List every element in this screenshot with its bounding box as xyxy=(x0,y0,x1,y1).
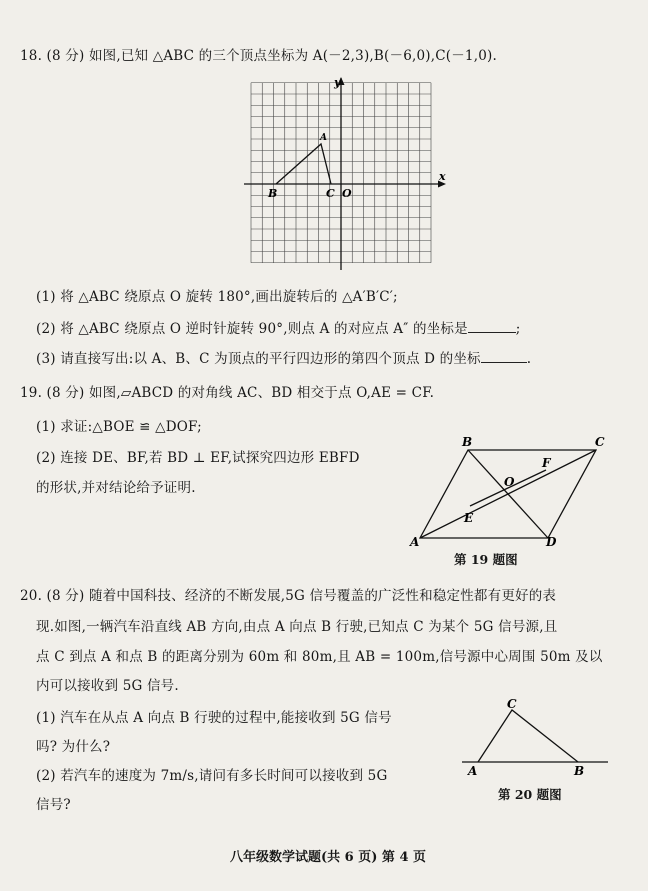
q18-part3 xyxy=(36,350,531,368)
q18-part2 xyxy=(36,320,521,338)
label-c: C xyxy=(507,698,517,711)
q20-part2-line1: (2) 若汽车的速度为 7m/s,请问有多长时间可以接收到 5G xyxy=(36,768,388,784)
label-e: E xyxy=(464,511,474,525)
label-b: B xyxy=(268,187,278,200)
label-y: y xyxy=(334,76,341,89)
page-footer: 八年级数学试题(共 6 页) 第 4 页 xyxy=(230,850,427,865)
label-o: O xyxy=(504,475,515,489)
q20-caption: 第 20 题图 xyxy=(498,787,562,802)
q20-part2-line2: 信号? xyxy=(36,797,71,813)
label-x: x xyxy=(439,170,446,183)
q20-part1-line1: (1) 汽车在从点 A 向点 B 行驶的过程中,能接收到 5G 信号 xyxy=(36,710,392,726)
label-b: B xyxy=(462,435,473,449)
diagonal-bd xyxy=(468,450,548,538)
label-a: A xyxy=(468,764,478,778)
q19-caption: 第 19 题图 xyxy=(454,552,518,567)
q20-stem-line1: 20. (8 分) 随着中国科技、经济的不断发展,5G 信号覆盖的广泛性和稳定性都有更好的表 xyxy=(20,588,557,604)
answer-blank xyxy=(481,350,527,363)
q18-part2-text: (2) 将 △ABC 绕原点 O 逆时针旋转 90°,则点 A 的对应点 A″ 的坐标是 xyxy=(36,321,468,337)
q18-part3-text: (3) 请直接写出:以 A、B、C 为顶点的平行四边形的第四个顶点 D 的坐标 xyxy=(36,351,481,367)
q18-stem: 18. (8 分) 如图,已知 △ABC 的三个顶点坐标为 A(－2,3),B(－6,0),C(－1,0). xyxy=(20,48,497,64)
q18-part2-end: ; xyxy=(515,321,521,337)
q20-stem-line2: 现.如图,一辆汽车沿直线 AB 方向,由点 A 向点 B 行驶,已知点 C 为某个 5G 信号源,且 xyxy=(36,619,558,635)
q19-part1: (1) 求证:△BOE ≌ △DOF; xyxy=(36,419,202,435)
q18-part1: (1) 将 △ABC 绕原点 O 旋转 180°,画出旋转后的 △A′B′C′; xyxy=(36,289,398,305)
q19-parallelogram-figure xyxy=(404,434,618,548)
q20-stem-line3: 点 C 到点 A 和点 B 的距离分别为 60m 和 80m,且 AB = 100m,信号源中心周围 50m 及以 xyxy=(36,649,603,665)
triangle-abc xyxy=(478,710,578,762)
q18-part3-end: . xyxy=(526,351,532,367)
q18-coordinate-grid xyxy=(242,76,452,272)
label-c: C xyxy=(326,187,335,200)
label-o: O xyxy=(342,187,352,200)
label-d: D xyxy=(546,535,557,548)
q20-part1-line2: 吗? 为什么? xyxy=(36,739,111,755)
answer-blank xyxy=(468,320,516,333)
label-b: B xyxy=(574,764,585,778)
q20-stem-line4: 内可以接收到 5G 信号. xyxy=(36,678,179,694)
label-a: A xyxy=(410,535,420,548)
label-f: F xyxy=(542,456,551,470)
q19-part2-line1: (2) 连接 DE、BF,若 BD ⊥ EF,试探究四边形 EBFD xyxy=(36,450,360,466)
label-a: A xyxy=(320,133,327,143)
q19-stem: 19. (8 分) 如图,▱ABCD 的对角线 AC、BD 相交于点 O,AE = CF. xyxy=(20,385,435,401)
label-c: C xyxy=(595,435,605,449)
q19-part2-line2: 的形状,并对结论给予证明. xyxy=(36,480,196,496)
q20-triangle-figure xyxy=(456,698,614,778)
